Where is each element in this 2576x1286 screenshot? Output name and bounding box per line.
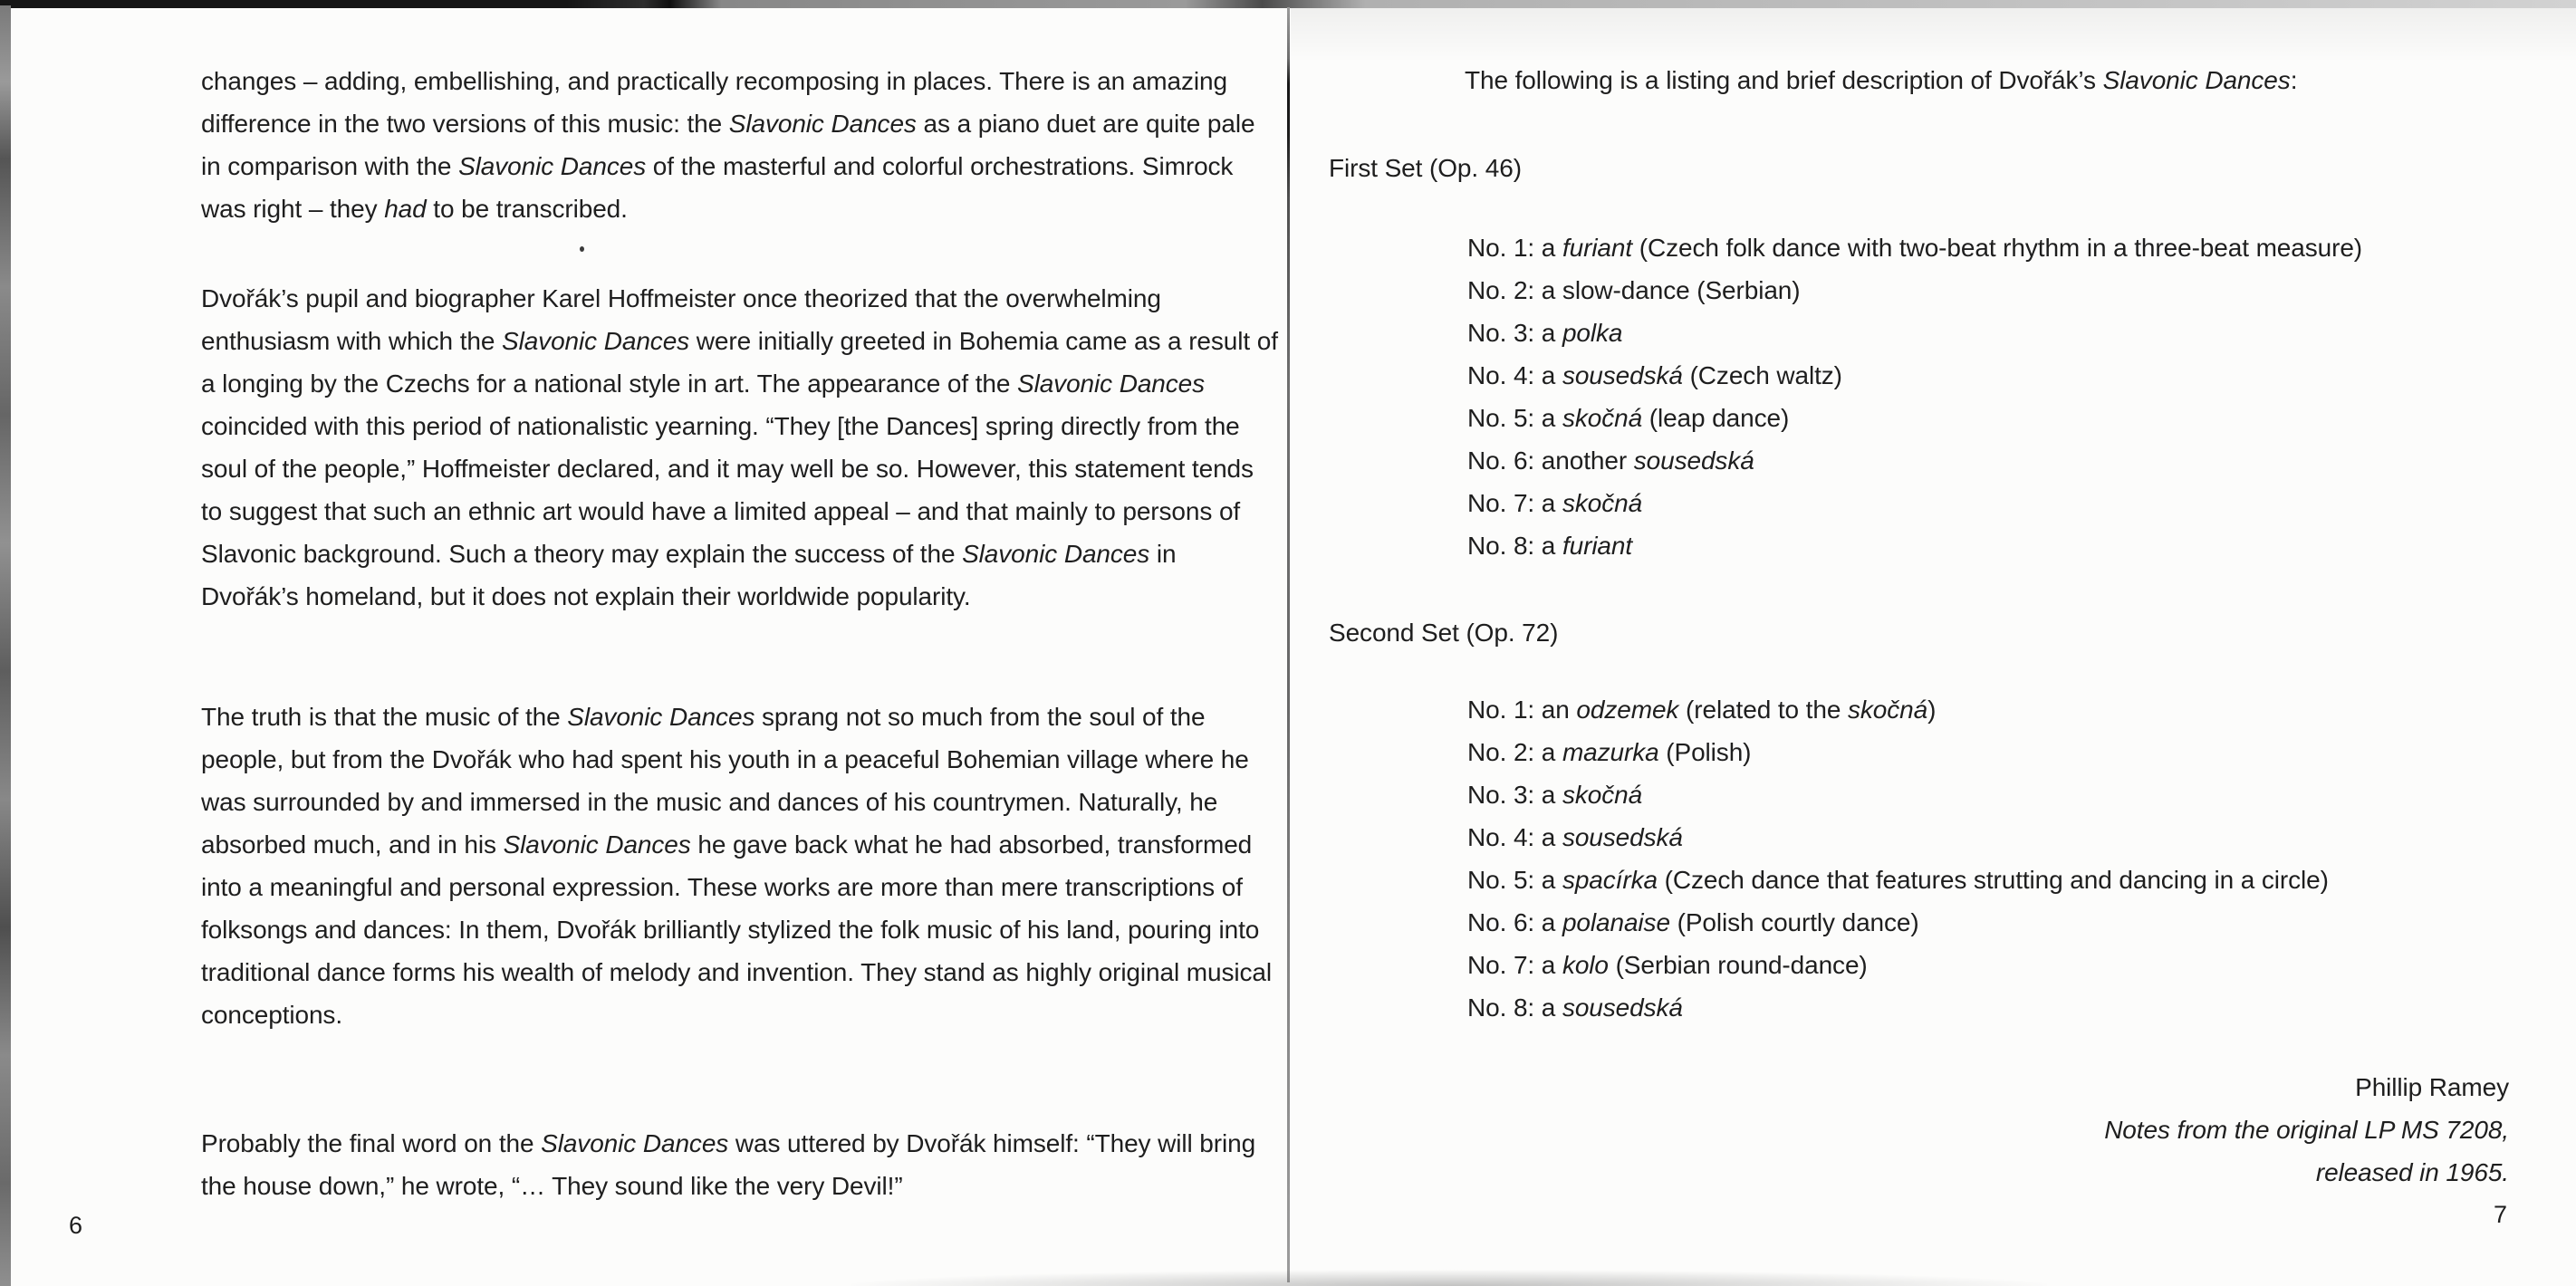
page-number-right: 7: [2493, 1201, 2507, 1228]
heading-first-set: First Set (Op. 46): [1329, 154, 1522, 182]
list-item: No. 5: a spacírka (Czech dance that features strutting and dancing in a circle): [1467, 866, 2329, 894]
list-item: No. 4: a sousedská (Czech waltz): [1467, 361, 1842, 389]
scan-dot-artifact: [580, 246, 584, 252]
paragraph-final-word: Probably the final word on the Slavonic Dances was uttered by Dvořák himself: “They will bring the house down,” he wrote, “… They sound like the very Devil!”: [201, 1129, 1256, 1200]
attribution-release: released in 1965.: [2315, 1158, 2509, 1186]
list-item: No. 6: a polanaise (Polish courtly dance): [1467, 908, 1919, 936]
page-number-left: 6: [69, 1212, 83, 1239]
scan-bottom-shadow: [851, 1270, 2047, 1286]
listing-intro: The following is a listing and brief description of Dvořák’s Slavonic Dances:: [1465, 66, 2298, 94]
paragraph-truth: The truth is that the music of the Slavonic Dances sprang not so much from the soul of the people, but from the Dvořák who had spent his youth in a peaceful Bohemian village where he was surrounded by and immersed in the music and dances of his countrymen. Naturally, he absorbed much, and in his Slavonic Dances he gave back what he had absorbed, transformed into a meaningful and personal expression. These works are more than mere transcriptions of folksongs and dances: In them, Dvořák brilliantly stylized the folk music of his land, pouring into traditional dance forms his wealth of melody and invention. They stand as highly original musical conceptions.: [201, 703, 1272, 1029]
scan-binding-edge: [0, 5, 11, 1286]
list-item: No. 3: a skočná: [1467, 781, 1643, 809]
second-set-list: [1467, 688, 2572, 1029]
list-item: No. 7: a kolo (Serbian round-dance): [1467, 951, 1868, 979]
first-set-list: [1467, 226, 2572, 567]
attribution-source: Notes from the original LP MS 7208,: [2104, 1116, 2509, 1144]
attribution-author: Phillip Ramey: [2355, 1073, 2509, 1101]
attribution-block: [1694, 1066, 2509, 1194]
paragraph-hoffmeister: Dvořák’s pupil and biographer Karel Hoffmeister once theorized that the overwhelming enthusiasm with which the Slavonic Dances were initially greeted in Bohemia came as a result of a longing by the Czechs for a national style in art. The appearance of the Slavonic Dances coincided with this period of nationalistic yearning. “They [the Dances] spring directly from the soul of the people,” Hoffmeister declared, and it may well be so. However, this statement tends to suggest that such an ethnic art would have a limited appeal – and that mainly to persons of Slavonic background. Such a theory may explain the success of the Slavonic Dances in Dvořák’s homeland, but it does not explain their worldwide popularity.: [201, 284, 1278, 610]
heading-second-set: Second Set (Op. 72): [1329, 619, 1559, 647]
list-item: No. 7: a skočná: [1467, 489, 1643, 517]
list-item: No. 2: a mazurka (Polish): [1467, 738, 1752, 766]
list-item: No. 5: a skočná (leap dance): [1467, 404, 1790, 432]
list-item: No. 2: a slow-dance (Serbian): [1467, 276, 1801, 304]
page-gutter-line: [1287, 7, 1290, 1282]
list-item: No. 8: a sousedská: [1467, 993, 1683, 1022]
list-item: No. 1: a furiant (Czech folk dance with two-beat rhythm in a three-beat measure): [1467, 234, 2363, 262]
list-item: No. 8: a furiant: [1467, 532, 1633, 560]
list-item: No. 6: another sousedská: [1467, 446, 1754, 475]
list-item: No. 4: a sousedská: [1467, 823, 1683, 851]
paragraph-transcription: changes – adding, embellishing, and practically recomposing in places. There is an amazing difference in the two versions of this music: the Slavonic Dances as a piano duet are quite pale in comparison with the Slavonic Dances of the masterful and colorful orchestrations. Simrock was right – they had to be transcribed.: [201, 67, 1255, 223]
list-item: No. 3: a polka: [1467, 319, 1623, 347]
list-item: No. 1: an odzemek (related to the skočná): [1467, 696, 1937, 724]
scan-top-shading: [1291, 8, 2576, 62]
